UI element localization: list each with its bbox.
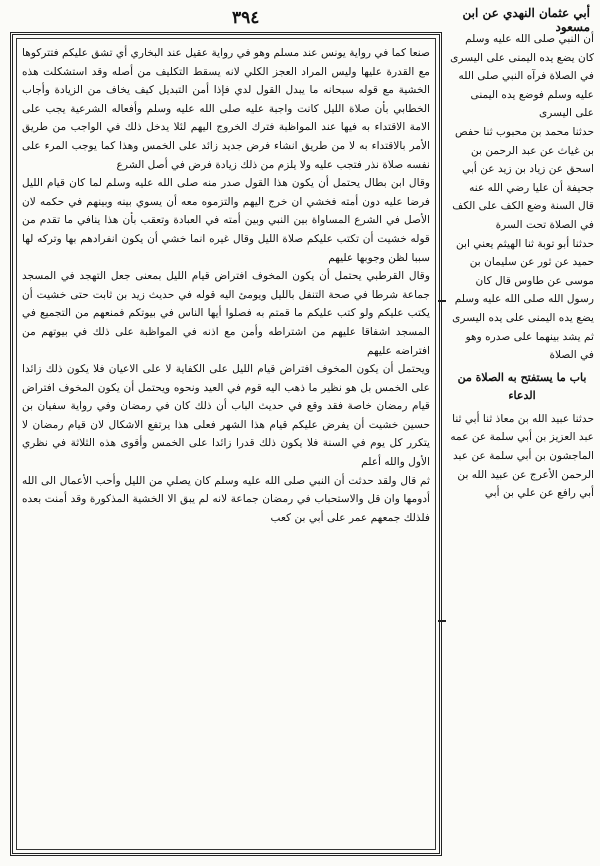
side-column-header: أبي عثمان النهدي عن ابن مسعود	[462, 6, 590, 34]
margin-mark	[438, 300, 446, 302]
paragraph: صنعا كما في رواية يونس عند مسلم وهو في رواية عقيل عند البخاري أي تشق عليكم فتتركوها مع القدرة عليها وليس المراد العجز الكلي لانه يسقط التكليف من أصله وقد استشكلت هذه الخشية مع قوله سبحانه ما يبدل القول لدي فإذا أمن التبديل كيف يخاف من الزيادة وأجاب الخطابي بأن صلاة الليل كانت واجبة عليه صلى الله عليه وسلم وأفعاله الشرعية يجب على الامة الاقتداء به فيها عند المواظبة فترك الخروج اليهم لئلا يدخل ذلك في الواجب من طريق الأمر بالاقتداء به لا من طريق انشاء فرض جديد زائد على الخمس وهذا كما يوجب المرء على نفسه صلاة نذر فتجب عليه ولا يلزم من ذلك زيادة فرض في أصل الشرع	[22, 47, 430, 171]
paragraph: وقال القرطبي يحتمل أن يكون المخوف افتراض قيام الليل بمعنى جعل التهجد في المسجد جماعة شرطا في صحة التنفل بالليل ويومئ اليه قوله في حديث زيد بن ثابت حتى خشيت أن يكتب عليكم ولو كتب عليكم ما قمتم به فصلوا أيها الناس في بيوتكم فمنعهم من التجميع في المسجد اشفاقا عليهم من اشتراطه وأمن مع اذنه في المواظبة على ذلك في بيوتهم من افتراضه عليهم	[22, 270, 430, 357]
margin-mark	[438, 620, 446, 622]
chapter-title: باب ما يستفتح به الصلاة من الدعاء	[457, 370, 587, 403]
side-paragraph: حدثنا عبيد الله بن معاذ ثنا أبي ثنا عبد العزيز بن أبي سلمة عن عمه الماجشون بن أبي سلمة عن عبد الرحمن الأعرج عن عبيد الله بن أبي رافع عن علي بن أبي	[450, 412, 594, 500]
paragraph: وقال ابن بطال يحتمل أن يكون هذا القول صدر منه صلى الله عليه وسلم لما كان قيام الليل فرضا عليه دون أمته فخشي ان خرج اليهم والتزموه معه أن يسوي بينه وبينهم في حكمه لان الأصل في الشرع المساواة بين النبي وبين أمته في العبادة وتعقب بأن هذا ينافي ما تقدم من قوله خشيت أن تكتب عليكم صلاة الليل وقال غيره انما خشي أن يكون انفرادهم بها وتركه لها سببا لظن وجوبها عليهم	[22, 177, 430, 264]
side-hadith-column	[450, 30, 594, 860]
side-paragraph: حدثنا أبو توبة ثنا الهيثم يعني ابن حميد عن ثور عن سليمان بن موسى عن طاوس قال كان رسول الله صلى الله عليه وسلم يضع يده اليمنى على يده اليسرى ثم يشد بينهما على صدره وهو في الصلاة	[452, 237, 594, 362]
side-paragraph: حدثنا محمد بن محبوب ثنا حفص بن غياث عن عبد الرحمن بن اسحق عن زياد بن زيد عن أبي جحيفة أن عليا رضي الله عنه قال السنة وضع الكف على الكف في الصلاة تحت السرة	[452, 125, 594, 231]
side-paragraph: أن النبي صلى الله عليه وسلم كان يضع يده اليمنى على اليسرى في الصلاة فرآه النبي صلى الله عليه وسلم فوضع يده اليمنى على اليسرى	[450, 33, 594, 120]
paragraph: ثم قال ولقد حدثت أن النبي صلى الله عليه وسلم كان يصلي من الليل وأحب الأعمال الى الله أدومها وان قل والاستحباب في رمضان جماعة لانه لم يبق الا الخشية المذكورة وقد أمنت بعده فلذلك جمعهم عمر على أبي بن كعب	[22, 474, 430, 524]
paragraph: ويحتمل أن يكون المخوف افتراض قيام الليل على الكفاية لا على الاعيان فلا يكون ذلك زائدا على الخمس بل هو نظير ما ذهب اليه قوم في العيد ونحوه ويحتمل أن يكون المخوف افتراض قيام رمضان خاصة فقد وقع في حديث الباب أن ذلك كان في رمضان وفي رواية سفيان بن حسين خشيت أن يفرض عليكم قيام هذا الشهر فعلى هذا يرتفع الاشكال لان قيام رمضان لا يتكرر كل يوم في السنة فلا يكون ذلك قدرا زائدا على الخمس وأقوى هذه الثلاثة في نظري الأول والله أعلم	[22, 363, 430, 469]
main-commentary-text	[22, 44, 430, 844]
page-number: ٣٩٤	[232, 8, 260, 28]
